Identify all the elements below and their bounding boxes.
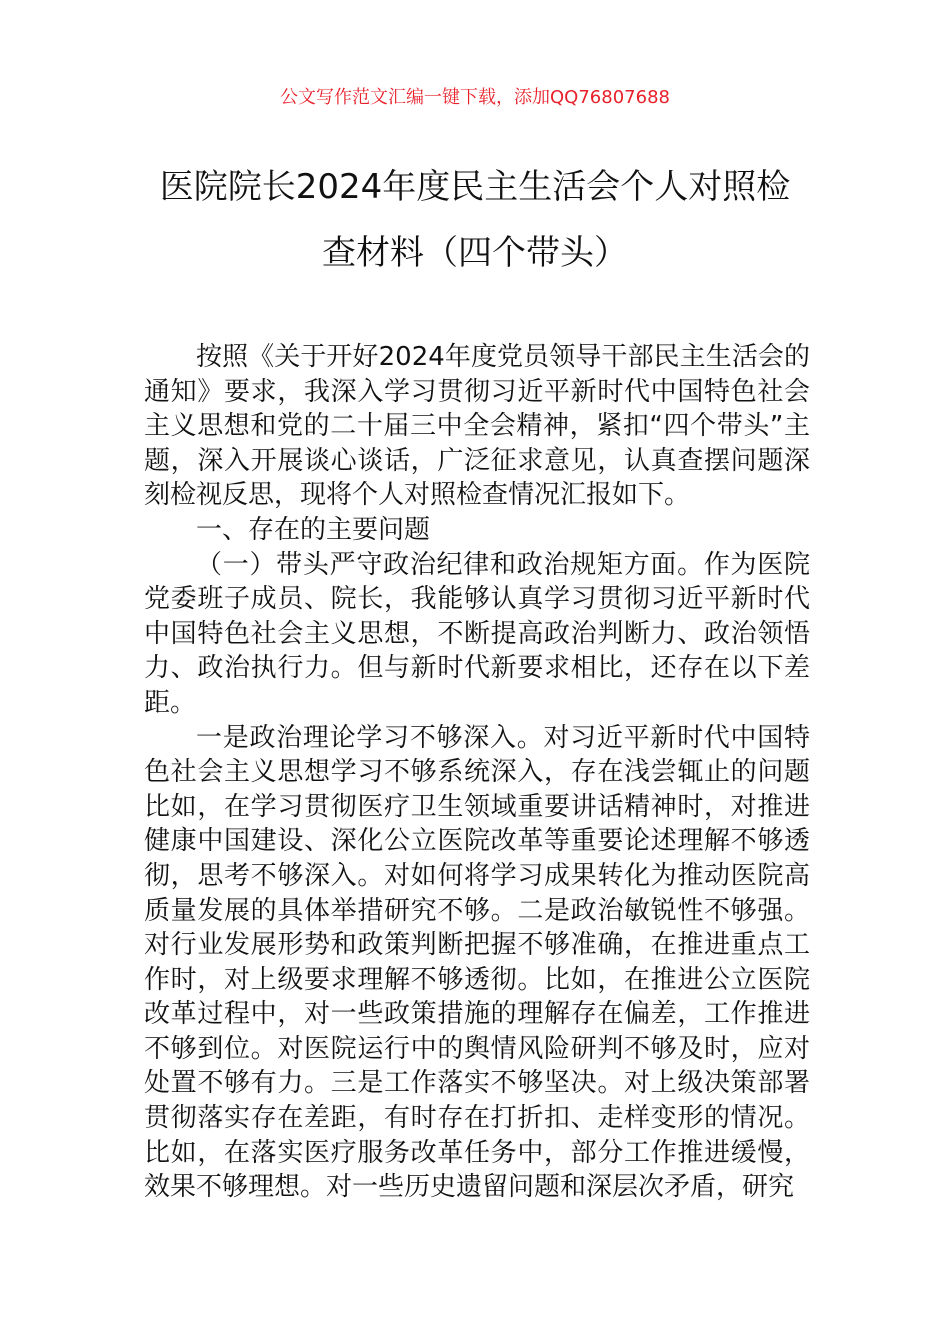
download-banner[interactable]: 公文写作范文汇编一键下载，添加QQ76807688 [280,87,670,108]
subsection-paragraph: （一）带头严守政治纪律和政治规矩方面。作为医院党委班子成员、院长，我能够认真学习贯彻习近平新时代中国特色社会主义思想，不断提高政治判断力、政治领悟力、政治执行力。但与新时代新要求相比，还存在以下差距。 [144,549,810,718]
issues-paragraph: 一是政治理论学习不够深入。对习近平新时代中国特色社会主义思想学习不够系统深入，存在浅尝辄止的问题比如，在学习贯彻医疗卫生领域重要讲话精神时，对推进健康中国建设、深化公立医院改革等重要论述理解不够透彻，思考不够深入。对如何将学习成果转化为推动医院高质量发展的具体举措研究不够。二是政治敏锐性不够强。对行业发展形势和政策判断把握不够准确，在推进重点工作时，对上级要求理解不够透彻。比如，在推进公立医院改革过程中，对一些政策措施的理解存在偏差，工作推进不够到位。对医院运行中的舆情风险研判不够及时，应对处置不够有力。三是工作落实不够坚决。对上级决策部署贯彻落实存在差距，有时存在打折扣、走样变形的情况。比如，在落实医疗服务改革任务中，部分工作推进缓慢，效果不够理想。对一些历史遗留问题和深层次矛盾，研究 [144,722,810,1203]
section-heading: 一、存在的主要问题 [196,514,431,545]
title-line-1: 医院院长2024年度民主生活会个人对照检 [159,167,791,207]
document-title [110,154,840,286]
title-line-2: 查材料（四个带头） [322,233,628,273]
intro-paragraph: 按照《关于开好2024年度党员领导干部民主生活会的通知》要求，我深入学习贯彻习近平新时代中国特色社会主义思想和党的二十届三中全会精神，紧扣“四个带头”主题，深入开展谈心谈话，广泛征求意见，认真查摆问题深刻检视反思，现将个人对照检查情况汇报如下。 [144,342,810,511]
document-body [144,340,810,1205]
